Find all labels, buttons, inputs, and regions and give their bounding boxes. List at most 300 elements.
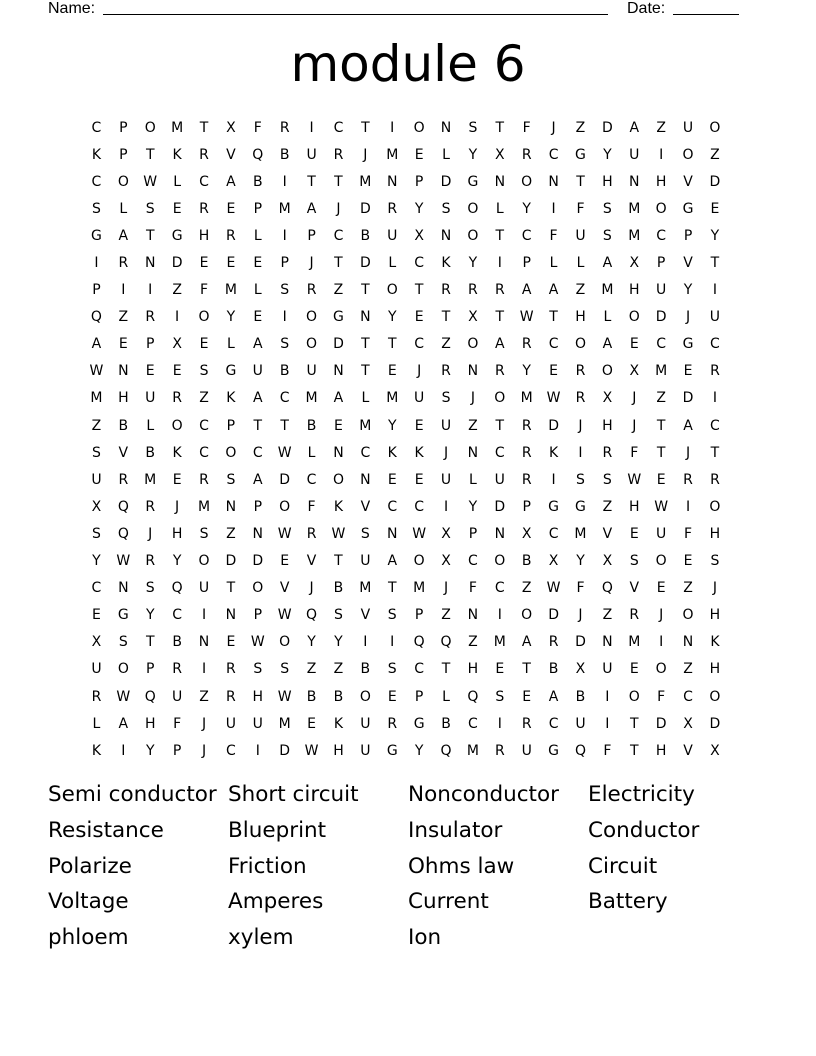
name-label: Name:	[48, 0, 96, 17]
grid-letter: J	[417, 363, 422, 380]
grid-letter: L	[146, 417, 155, 434]
word-list-item: Electricity	[588, 782, 695, 807]
grid-letter: S	[280, 282, 290, 299]
grid-letter: O	[628, 688, 640, 705]
grid-letter: V	[226, 146, 236, 163]
grid-letter: Q	[252, 146, 264, 163]
grid-letter: M	[144, 471, 157, 488]
grid-letter: Z	[333, 661, 344, 678]
grid-letter: J	[578, 417, 583, 434]
grid-letter: T	[656, 417, 666, 434]
grid-letter: Q	[413, 634, 425, 651]
grid-letter: L	[253, 282, 262, 299]
grid-letter: A	[118, 715, 129, 732]
grid-letter: N	[602, 634, 613, 651]
grid-letter: T	[307, 173, 316, 190]
grid-letter: T	[361, 363, 370, 380]
grid-letter: U	[575, 715, 586, 732]
grid-letter: I	[390, 634, 395, 651]
grid-letter: D	[440, 173, 452, 190]
grid-letter: L	[226, 336, 235, 353]
grid-letter: X	[575, 661, 586, 678]
grid-letter: C	[333, 227, 344, 244]
grid-letter: S	[280, 336, 290, 353]
grid-letter: O	[359, 688, 371, 705]
grid-letter: O	[655, 553, 667, 570]
grid-letter: E	[495, 661, 505, 678]
grid-letter: T	[387, 580, 397, 597]
grid-letter: W	[277, 444, 292, 461]
grid-letter: A	[602, 255, 613, 272]
grid-letter: Q	[601, 580, 613, 597]
grid-letter: B	[145, 444, 156, 461]
grid-letter: N	[144, 255, 156, 272]
grid-letter: Z	[602, 607, 613, 624]
grid-letter: X	[602, 390, 613, 407]
grid-letter: W	[250, 634, 265, 651]
grid-letter: R	[172, 661, 182, 678]
word-list-item: Ohms law	[408, 853, 515, 879]
grid-letter: U	[629, 146, 640, 163]
grid-letter: W	[277, 525, 292, 542]
grid-letter: H	[198, 227, 210, 244]
grid-letter: A	[91, 336, 102, 353]
grid-letter: S	[92, 444, 101, 461]
grid-letter: A	[253, 336, 263, 353]
grid-letter: X	[441, 525, 451, 542]
grid-letter: G	[575, 146, 586, 163]
grid-letter: T	[710, 444, 720, 461]
grid-letter: R	[521, 715, 532, 732]
grid-letter: R	[629, 607, 640, 624]
grid-letter: U	[656, 282, 667, 299]
grid-letter: O	[467, 227, 479, 244]
grid-letter: W	[116, 553, 131, 570]
grid-letter: L	[603, 309, 612, 326]
grid-letter: H	[602, 173, 613, 190]
word-list-item: Semi conductor	[48, 782, 217, 807]
grid-letter: C	[656, 227, 667, 244]
grid-letter: M	[413, 580, 426, 597]
grid-letter: E	[253, 255, 263, 272]
grid-letter: T	[361, 282, 370, 299]
grid-letter: O	[117, 661, 129, 678]
grid-letter: T	[334, 255, 343, 272]
grid-letter: P	[307, 227, 316, 244]
grid-letter: Q	[306, 607, 318, 624]
grid-letter: T	[576, 173, 585, 190]
grid-letter: F	[307, 498, 316, 515]
grid-letter: E	[387, 363, 397, 380]
grid-letter: T	[145, 227, 155, 244]
grid-letter: Z	[521, 580, 532, 597]
grid-letter: I	[685, 498, 691, 515]
word-list-item: Short circuit	[228, 782, 359, 807]
grid-letter: S	[199, 363, 209, 380]
grid-letter: U	[198, 580, 210, 597]
grid-letter: O	[171, 417, 183, 434]
grid-letter: W	[304, 742, 319, 759]
grid-letter: I	[309, 119, 314, 136]
grid-letter: K	[91, 146, 102, 163]
grid-letter: C	[199, 417, 209, 434]
grid-letter: N	[225, 607, 237, 624]
grid-letter: O	[279, 634, 291, 651]
grid-letter: S	[602, 200, 612, 217]
grid-letter: O	[117, 173, 129, 190]
grid-letter: J	[309, 580, 314, 597]
grid-letter: E	[710, 200, 720, 217]
grid-letter: J	[201, 742, 207, 759]
grid-letter: L	[576, 255, 585, 272]
grid-letter: G	[548, 498, 560, 515]
grid-letter: T	[441, 309, 451, 326]
grid-letter: W	[412, 525, 427, 542]
grid-letter: U	[440, 471, 452, 488]
grid-letter: I	[712, 390, 717, 407]
grid-letter: H	[144, 715, 156, 732]
grid-letter: H	[252, 688, 264, 705]
grid-letter: A	[548, 282, 559, 299]
grid-letter: I	[497, 607, 502, 624]
grid-letter: O	[144, 119, 156, 136]
grid-letter: R	[602, 444, 613, 461]
grid-letter: Y	[387, 417, 397, 434]
grid-letter: R	[575, 390, 586, 407]
word-list-item: Voltage	[48, 889, 129, 915]
grid-letter: J	[659, 607, 664, 624]
grid-letter: X	[441, 553, 451, 570]
grid-letter: F	[576, 580, 585, 597]
grid-letter: H	[655, 742, 667, 759]
grid-letter: I	[255, 742, 260, 759]
grid-letter: T	[629, 715, 639, 732]
grid-letter: M	[520, 390, 533, 407]
grid-letter: E	[307, 715, 316, 732]
grid-letter: J	[578, 607, 583, 624]
grid-letter: M	[601, 282, 614, 299]
grid-letter: H	[118, 390, 129, 407]
grid-letter: N	[494, 525, 506, 542]
grid-letter: U	[252, 363, 263, 380]
grid-letter: A	[521, 282, 532, 299]
grid-letter: K	[333, 498, 344, 515]
grid-letter: P	[414, 607, 424, 624]
grid-letter: D	[548, 607, 559, 624]
grid-letter: X	[683, 715, 693, 732]
word-list-item: Blueprint	[228, 817, 327, 843]
grid-letter: C	[387, 498, 398, 515]
grid-letter: P	[119, 146, 128, 163]
grid-letter: H	[628, 498, 640, 515]
grid-letter: O	[574, 336, 586, 353]
grid-letter: G	[333, 309, 344, 326]
grid-letter: S	[280, 661, 290, 678]
grid-letter: H	[628, 282, 640, 299]
grid-letter: O	[709, 498, 721, 515]
grid-letter: O	[252, 580, 264, 597]
grid-letter: D	[655, 715, 667, 732]
grid-letter: I	[497, 255, 502, 272]
grid-letter: S	[118, 634, 128, 651]
grid-letter: E	[414, 146, 424, 163]
grid-letter: S	[145, 200, 155, 217]
grid-letter: P	[253, 498, 263, 515]
grid-letter: N	[118, 580, 129, 597]
grid-letter: Y	[603, 146, 612, 163]
grid-letter: V	[683, 255, 693, 272]
grid-letter: I	[659, 634, 664, 651]
grid-letter: X	[226, 119, 236, 136]
grid-letter: O	[628, 309, 640, 326]
grid-letter: N	[467, 444, 479, 461]
grid-letter: E	[253, 309, 263, 326]
grid-letter: X	[602, 553, 613, 570]
grid-letter: D	[548, 417, 559, 434]
grid-letter: Z	[199, 390, 209, 407]
grid-letter: I	[578, 444, 583, 461]
grid-letter: D	[709, 715, 721, 732]
grid-letter: Y	[414, 742, 424, 759]
grid-letter: V	[629, 580, 640, 597]
date-field[interactable]	[673, 0, 739, 15]
grid-letter: T	[629, 742, 639, 759]
grid-letter: L	[469, 471, 477, 488]
grid-letter: N	[360, 471, 371, 488]
grid-letter: P	[146, 336, 155, 353]
grid-letter: O	[306, 336, 318, 353]
grid-letter: S	[602, 227, 612, 244]
grid-letter: C	[414, 336, 425, 353]
word-list-item: Battery	[588, 889, 668, 915]
grid-letter: C	[172, 607, 182, 624]
grid-letter: A	[629, 119, 640, 136]
grid-letter: E	[629, 525, 639, 542]
grid-letter: I	[605, 688, 610, 705]
grid-letter: R	[521, 336, 532, 353]
grid-letter: H	[467, 661, 479, 678]
grid-letter: P	[656, 255, 666, 272]
grid-letter: P	[119, 119, 128, 136]
grid-letter: R	[118, 255, 129, 272]
grid-letter: F	[576, 200, 585, 217]
grid-letter: N	[440, 119, 452, 136]
grid-letter: B	[306, 688, 317, 705]
grid-letter: U	[602, 661, 613, 678]
grid-letter: H	[709, 525, 721, 542]
grid-letter: M	[628, 227, 641, 244]
grid-letter: X	[710, 742, 720, 759]
grid-letter: Q	[171, 580, 183, 597]
grid-letter: R	[710, 471, 720, 488]
grid-letter: M	[278, 200, 291, 217]
grid-letter: O	[332, 471, 344, 488]
grid-letter: F	[253, 119, 262, 136]
grid-letter: V	[683, 742, 693, 759]
grid-letter: Y	[145, 742, 155, 759]
grid-letter: E	[683, 363, 693, 380]
grid-letter: Z	[333, 282, 344, 299]
grid-letter: J	[201, 715, 207, 732]
grid-letter: B	[333, 688, 344, 705]
grid-letter: P	[280, 255, 289, 272]
grid-letter: B	[279, 363, 290, 380]
grid-letter: O	[225, 444, 237, 461]
grid-letter: I	[363, 634, 368, 651]
grid-letter: M	[278, 715, 291, 732]
grid-letter: Y	[576, 553, 585, 570]
grid-letter: D	[709, 173, 721, 190]
grid-letter: C	[414, 255, 425, 272]
grid-letter: O	[467, 336, 479, 353]
grid-letter: S	[495, 688, 505, 705]
grid-letter: E	[172, 200, 182, 217]
grid-letter: J	[551, 119, 556, 136]
grid-letter: K	[333, 715, 344, 732]
grid-letter: E	[145, 363, 155, 380]
grid-letter: H	[575, 309, 586, 326]
grid-letter: R	[521, 471, 532, 488]
grid-letter: J	[363, 146, 368, 163]
grid-letter: W	[654, 498, 669, 515]
grid-letter: H	[171, 525, 183, 542]
word-list-item: phloem	[48, 925, 129, 951]
word-list-item: Circuit	[588, 853, 658, 879]
grid-letter: F	[684, 525, 693, 542]
grid-letter: F	[630, 444, 639, 461]
grid-letter: U	[306, 146, 317, 163]
grid-letter: R	[279, 119, 290, 136]
grid-letter: F	[199, 282, 209, 299]
grid-letter: B	[360, 227, 371, 244]
grid-letter: Z	[602, 498, 613, 515]
grid-letter: A	[387, 553, 398, 570]
grid-letter: R	[387, 715, 398, 732]
grid-letter: D	[171, 255, 183, 272]
grid-letter: L	[119, 200, 128, 217]
grid-letter: J	[632, 390, 637, 407]
grid-letter: O	[413, 119, 425, 136]
grid-letter: E	[92, 607, 101, 624]
grid-letter: G	[117, 607, 129, 624]
grid-letter: U	[521, 742, 532, 759]
grid-letter: O	[279, 498, 291, 515]
grid-letter: N	[387, 525, 398, 542]
grid-letter: X	[468, 309, 478, 326]
grid-letter: N	[629, 173, 640, 190]
grid-letter: N	[467, 363, 479, 380]
grid-letter: U	[709, 309, 721, 326]
grid-letter: U	[575, 227, 586, 244]
grid-letter: E	[683, 553, 693, 570]
grid-letter: Z	[468, 417, 478, 434]
grid-letter: J	[443, 444, 449, 461]
grid-letter: M	[224, 282, 237, 299]
grid-letter: O	[386, 282, 398, 299]
grid-letter: M	[359, 417, 372, 434]
grid-letter: J	[148, 525, 153, 542]
grid-letter: O	[655, 661, 667, 678]
grid-letter: N	[467, 607, 479, 624]
grid-letter: C	[226, 742, 236, 759]
grid-letter: T	[334, 553, 343, 570]
word-list-item: Amperes	[228, 889, 324, 915]
grid-letter: P	[226, 417, 236, 434]
grid-letter: D	[279, 471, 291, 488]
grid-letter: Y	[307, 634, 316, 651]
grid-letter: R	[199, 471, 209, 488]
grid-letter: I	[443, 498, 449, 515]
grid-letter: Q	[440, 634, 452, 651]
grid-letter: A	[683, 417, 693, 434]
grid-letter: Z	[656, 119, 666, 136]
grid-letter: S	[629, 553, 639, 570]
grid-letter: W	[546, 390, 561, 407]
word-search-grid	[83, 114, 728, 764]
grid-letter: I	[201, 607, 207, 624]
grid-letter: R	[710, 363, 720, 380]
grid-letter: Q	[440, 742, 452, 759]
name-field[interactable]	[103, 0, 608, 15]
grid-letter: E	[199, 255, 209, 272]
grid-letter: G	[548, 742, 560, 759]
grid-letter: S	[334, 607, 343, 624]
grid-letter: P	[522, 498, 531, 515]
grid-letter: S	[441, 200, 451, 217]
grid-letter: B	[548, 661, 559, 678]
grid-letter: I	[201, 661, 207, 678]
grid-letter: D	[252, 553, 264, 570]
grid-letter: D	[575, 634, 586, 651]
grid-letter: C	[414, 498, 425, 515]
grid-letter: F	[657, 688, 666, 705]
grid-letter: R	[494, 282, 505, 299]
grid-letter: S	[199, 525, 209, 542]
grid-letter: C	[494, 444, 505, 461]
grid-letter: I	[659, 146, 664, 163]
grid-letter: P	[683, 227, 693, 244]
grid-letter: A	[548, 688, 559, 705]
grid-letter: G	[386, 742, 398, 759]
word-list-item: Conductor	[588, 817, 700, 843]
grid-letter: X	[521, 525, 532, 542]
grid-letter: C	[91, 119, 102, 136]
grid-letter: R	[91, 688, 102, 705]
grid-letter: Y	[468, 498, 478, 515]
grid-letter: U	[225, 715, 237, 732]
grid-letter: P	[522, 255, 531, 272]
grid-letter: Z	[683, 661, 693, 678]
grid-letter: D	[333, 336, 344, 353]
grid-letter: M	[574, 525, 587, 542]
grid-letter: D	[682, 390, 694, 407]
grid-letter: I	[497, 715, 502, 732]
grid-letter: I	[121, 742, 126, 759]
grid-letter: Z	[172, 282, 182, 299]
grid-letter: E	[629, 336, 639, 353]
grid-letter: M	[171, 119, 184, 136]
grid-letter: E	[549, 363, 559, 380]
grid-letter: Z	[441, 336, 451, 353]
grid-letter: U	[91, 471, 102, 488]
grid-letter: N	[360, 309, 371, 326]
grid-letter: U	[387, 227, 398, 244]
grid-letter: E	[414, 417, 424, 434]
grid-letter: R	[172, 390, 182, 407]
grid-letter: T	[710, 255, 720, 272]
grid-letter: T	[522, 661, 531, 678]
grid-letter: W	[519, 309, 534, 326]
